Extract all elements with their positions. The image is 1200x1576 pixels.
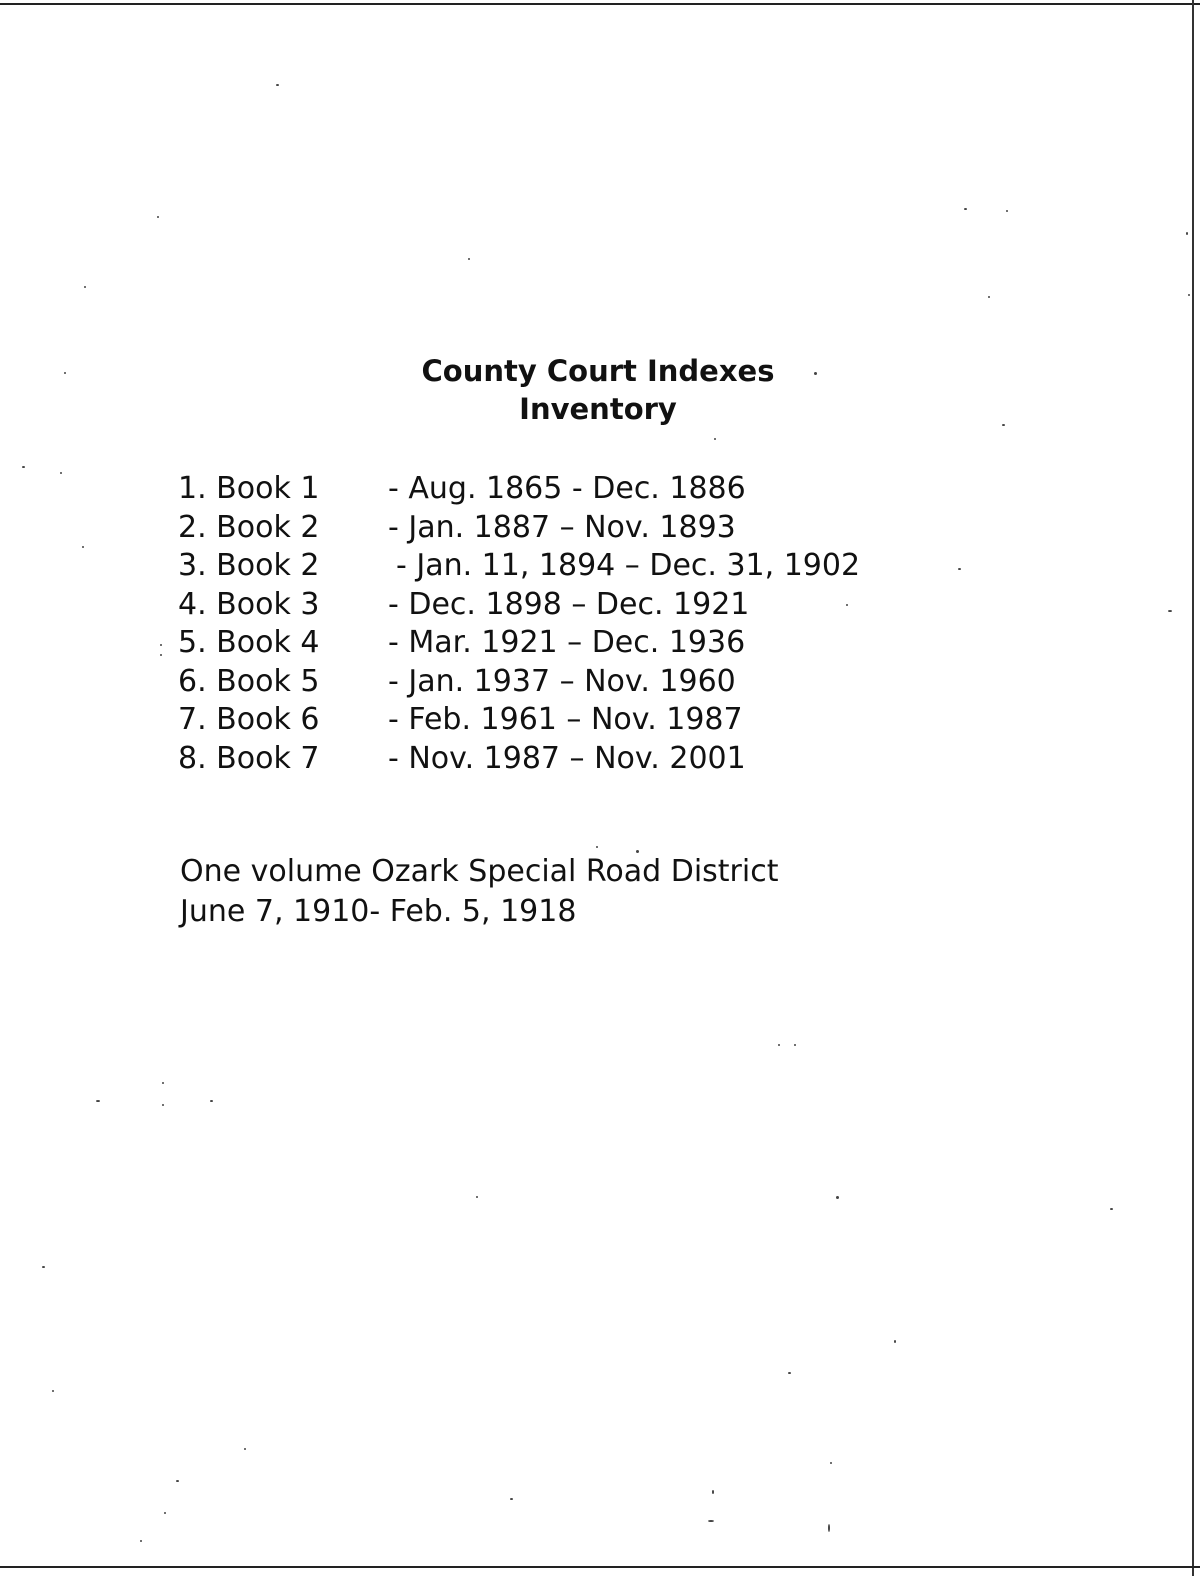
scan-speck bbox=[830, 1462, 832, 1464]
scan-speck bbox=[828, 1524, 830, 1532]
date-range: - Jan. 1937 – Nov. 1960 bbox=[388, 663, 736, 699]
scan-speck bbox=[794, 1044, 796, 1046]
scan-speck bbox=[96, 1100, 100, 1102]
scan-speck bbox=[1006, 210, 1008, 212]
scan-speck bbox=[596, 846, 598, 848]
note-line-1: One volume Ozark Special Road District bbox=[180, 854, 779, 889]
scan-edge-top bbox=[0, 3, 1200, 5]
book-label: 5. Book 4 bbox=[178, 625, 320, 660]
scan-speck bbox=[510, 1498, 513, 1500]
scan-speck bbox=[778, 1044, 780, 1046]
scan-speck bbox=[82, 546, 84, 548]
scan-speck bbox=[714, 438, 716, 440]
scan-speck bbox=[636, 850, 639, 853]
book-label: 4. Book 3 bbox=[178, 586, 320, 622]
date-range: - Aug. 1865 - Dec. 1886 bbox=[388, 471, 746, 506]
scan-speck bbox=[244, 1448, 246, 1450]
scan-speck bbox=[162, 1082, 164, 1084]
scan-speck bbox=[1186, 232, 1188, 235]
scan-speck bbox=[140, 1540, 142, 1542]
scan-speck bbox=[60, 472, 62, 474]
scan-speck bbox=[52, 1390, 54, 1392]
scan-speck bbox=[846, 604, 848, 606]
scan-edge-bottom bbox=[0, 1566, 1200, 1568]
scan-speck bbox=[468, 258, 470, 260]
scan-speck bbox=[84, 286, 86, 288]
scan-speck bbox=[210, 1100, 213, 1102]
date-range: - Jan. 11, 1894 – Dec. 31, 1902 bbox=[396, 548, 861, 583]
date-range: - Feb. 1961 – Nov. 1987 bbox=[388, 702, 743, 737]
scan-speck bbox=[157, 216, 159, 218]
scan-speck bbox=[42, 1266, 45, 1268]
scan-speck bbox=[788, 1372, 791, 1374]
scan-speck bbox=[476, 1196, 478, 1198]
scan-speck bbox=[1188, 294, 1190, 296]
scan-speck bbox=[160, 654, 162, 656]
book-label: 1. Book 1 bbox=[178, 471, 320, 506]
date-range: - Jan. 1887 – Nov. 1893 bbox=[388, 509, 736, 545]
note-block bbox=[180, 852, 778, 932]
scan-speck bbox=[708, 1520, 714, 1522]
date-range: - Nov. 1987 – Nov. 2001 bbox=[388, 740, 746, 776]
document-title bbox=[0, 352, 1200, 428]
date-range: - Dec. 1898 – Dec. 1921 bbox=[388, 586, 750, 622]
scan-speck bbox=[22, 466, 25, 468]
scan-speck bbox=[162, 1104, 164, 1106]
date-range: - Mar. 1921 – Dec. 1936 bbox=[388, 625, 746, 660]
book-label: 6. Book 5 bbox=[178, 663, 320, 699]
scan-speck bbox=[988, 296, 990, 298]
scan-speck bbox=[894, 1340, 896, 1343]
scan-speck bbox=[176, 1480, 179, 1482]
scan-speck bbox=[1110, 1208, 1113, 1210]
scan-speck bbox=[1002, 424, 1005, 426]
scan-speck bbox=[964, 208, 967, 210]
scan-speck bbox=[164, 1512, 166, 1514]
scan-speck bbox=[712, 1490, 714, 1494]
book-label: 2. Book 2 bbox=[178, 509, 320, 545]
scan-speck bbox=[814, 372, 817, 375]
book-label: 3. Book 2 bbox=[178, 548, 320, 583]
scan-speck bbox=[276, 84, 279, 86]
book-label: 8. Book 7 bbox=[178, 740, 320, 776]
scan-speck bbox=[1168, 610, 1172, 612]
title-line-2: Inventory bbox=[519, 392, 677, 426]
scan-speck bbox=[64, 372, 66, 374]
book-label: 7. Book 6 bbox=[178, 702, 320, 737]
scan-speck bbox=[836, 1196, 839, 1199]
scan-speck bbox=[958, 568, 961, 570]
scan-edge-right bbox=[1192, 0, 1194, 1576]
title-line-1: County Court Indexes bbox=[421, 354, 775, 388]
note-line-2: June 7, 1910- Feb. 5, 1918 bbox=[180, 894, 577, 929]
scan-speck bbox=[160, 644, 162, 646]
